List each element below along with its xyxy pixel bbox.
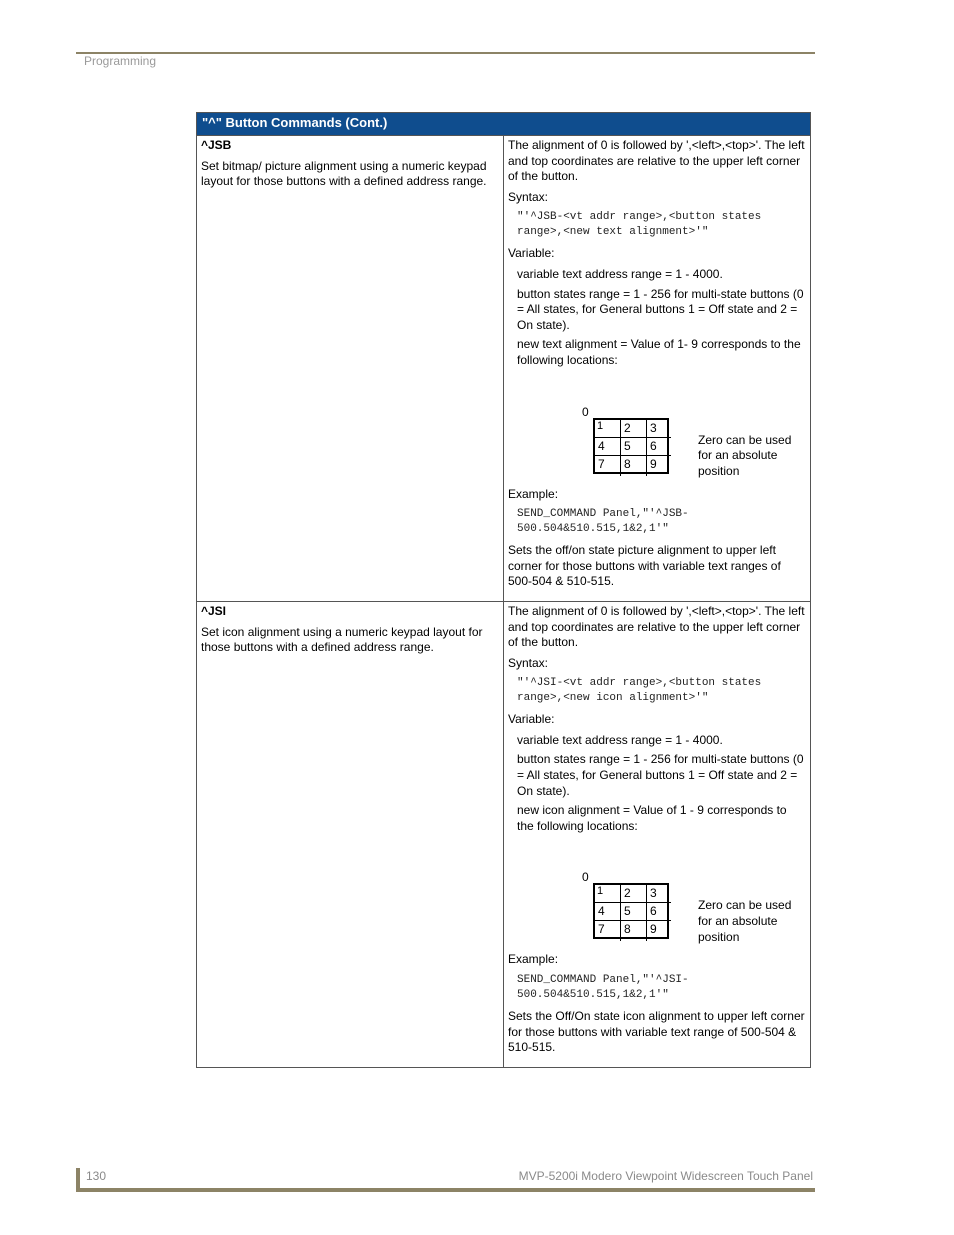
keypad-cell: 7 <box>595 456 621 476</box>
zero-note: Zero can be used for an absolute position <box>698 898 792 944</box>
example-label: Example: <box>508 952 559 967</box>
command-summary: Set icon alignment using a numeric keypad layout for those buttons with a defined address range. <box>201 624 483 655</box>
keypad-cell: 5 <box>621 903 647 921</box>
keypad-cell: 2 <box>621 420 647 438</box>
keypad-cell: 4 <box>595 438 621 456</box>
command-description-cell <box>504 136 811 602</box>
example-explanation: Sets the off/on state picture alignment to upper left corner for those buttons with variable text ranges of 500-504 & 510-515. <box>508 543 781 589</box>
command-intro: The alignment of 0 is followed by ',<left>,<top>'. The left and top coordinates are relative to the upper left corner of the button. <box>508 138 805 184</box>
header-rule <box>76 52 815 54</box>
keypad-cell: 9 <box>650 456 657 471</box>
example-code: SEND_COMMAND Panel,"'^JSB-500.504&510.515,1&2,1'" <box>517 508 689 536</box>
footer-doc-title: MVP-5200i Modero Viewpoint Widescreen Touch Panel <box>518 1169 813 1183</box>
running-head: Programming <box>84 54 157 68</box>
keypad-cell: 4 <box>595 903 621 921</box>
command-name: ^JSI <box>201 603 227 618</box>
page-number: 130 <box>86 1169 107 1183</box>
command-name-cell <box>197 136 504 602</box>
keypad-cell: 6 <box>647 903 671 921</box>
table-title: "^" Button Commands (Cont.) <box>197 113 811 136</box>
variable-item: button states range = 1 - 256 for multi-state buttons (0 = All states, for General buttons 1 = Off state and 2 = On state). <box>517 286 804 332</box>
keypad-cell: 2 <box>621 885 647 903</box>
syntax-label: Syntax: <box>508 655 549 670</box>
example-explanation: Sets the Off/On state icon alignment to upper left corner for those buttons with variable text range of 500-504 & 510-515. <box>508 1009 805 1055</box>
command-summary: Set bitmap/ picture alignment using a numeric keypad layout for those buttons with a defined address range. <box>201 158 487 189</box>
syntax-code: "'^JSB-<vt addr range>,<button states range>,<new text alignment>'" <box>517 211 762 239</box>
keypad-grid <box>593 418 669 474</box>
variable-item: variable text address range = 1 - 4000. <box>517 732 723 747</box>
variable-item: new text alignment = Value of 1- 9 corresponds to the following locations: <box>517 337 801 367</box>
keypad-cell: 7 <box>595 921 621 941</box>
alignment-keypad-figure <box>508 373 806 487</box>
command-intro: The alignment of 0 is followed by ',<left>,<top>'. The left and top coordinates are relative to the upper left corner of the button. <box>508 603 805 650</box>
zero-label: 0 <box>582 404 589 419</box>
command-name: ^JSB <box>201 138 232 152</box>
keypad-cell: 5 <box>621 438 647 456</box>
keypad-cell: 1 <box>595 420 621 438</box>
variable-item: button states range = 1 - 256 for multi-state buttons (0 = All states, for General buttons 1 = Off state and 2 = On state). <box>517 752 804 798</box>
keypad-cell: 8 <box>621 456 647 476</box>
example-label: Example: <box>508 486 559 501</box>
example-code: SEND_COMMAND Panel,"'^JSI-500.504&510.515,1&2,1'" <box>517 974 689 1002</box>
alignment-keypad-figure <box>508 838 806 952</box>
variable-label: Variable: <box>508 712 555 727</box>
keypad-cell: 3 <box>647 885 671 903</box>
keypad-cell: 9 <box>650 922 657 937</box>
command-description-cell <box>504 601 811 1067</box>
command-name-cell <box>197 601 504 1067</box>
button-commands-table <box>196 112 811 1068</box>
keypad-cell: 1 <box>595 885 621 903</box>
table-row <box>197 601 811 1067</box>
footer-rule <box>76 1188 815 1192</box>
syntax-code: "'^JSI-<vt addr range>,<button states range>,<new icon alignment>'" <box>517 677 762 705</box>
table-row <box>197 136 811 602</box>
variable-item: new icon alignment = Value of 1 - 9 corresponds to the following locations: <box>517 803 787 833</box>
keypad-grid <box>593 883 669 939</box>
zero-label: 0 <box>582 870 589 885</box>
keypad-cell: 8 <box>621 921 647 941</box>
variable-label: Variable: <box>508 246 555 261</box>
syntax-label: Syntax: <box>508 189 549 204</box>
keypad-cell: 6 <box>647 438 671 456</box>
zero-note: Zero can be used for an absolute position <box>698 432 792 478</box>
keypad-cell: 3 <box>647 420 671 438</box>
variable-item: variable text address range = 1 - 4000. <box>517 266 723 281</box>
